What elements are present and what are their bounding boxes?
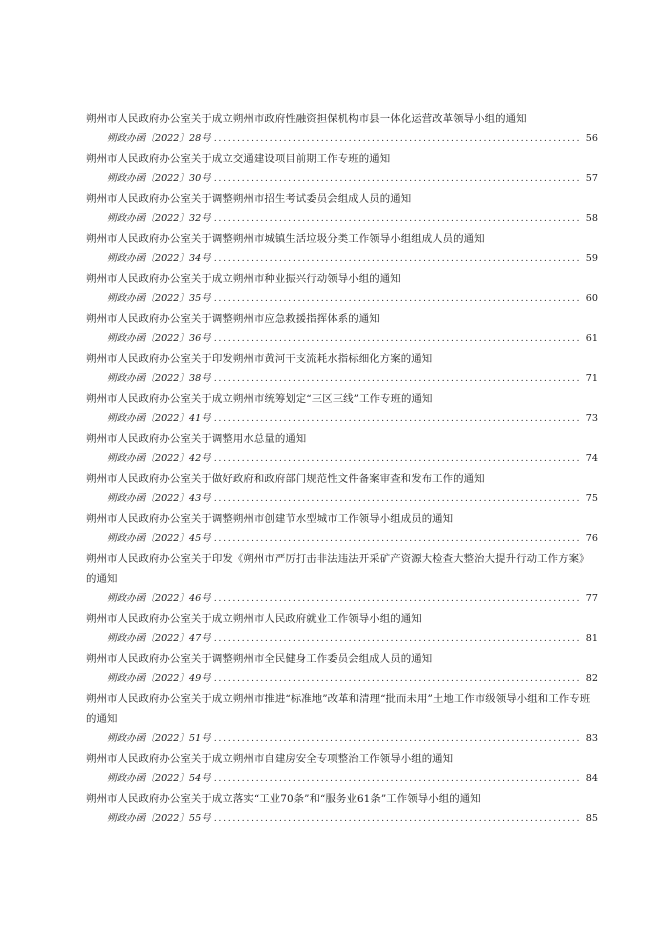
toc-entry-title: 朔州市人民政府办公室关于调整朔州市创建节水型城市工作领导小组成员的通知 [86,513,454,525]
dot-leader [214,589,581,609]
dot-leader [214,249,581,269]
toc-entry-docrow [86,289,598,309]
toc-entry-docrow [86,209,598,229]
toc-entry-title: 朔州市人民政府办公室关于成立朔州市自建房安全专项整治工作领导小组的通知 [86,753,454,765]
toc-entry-page-number: 83 [585,733,598,744]
toc-entry[interactable] [86,269,598,309]
toc-entry-page-number: 73 [585,413,598,424]
toc-entry-title: 朔州市人民政府办公室关于调整朔州市全民健身工作委员会组成人员的通知 [86,653,433,665]
toc-entry-docrow [86,809,598,829]
toc-entry[interactable] [86,609,598,649]
toc-entry-page-number: 76 [585,533,598,544]
dot-leader [214,769,581,789]
toc-entry[interactable] [86,749,598,789]
toc-entry-doc-number: 朔政办函〔2022〕32号 [107,213,211,224]
toc-entry-doc-number: 朔政办函〔2022〕54号 [107,773,211,784]
toc-entry-doc-number: 朔政办函〔2022〕38号 [107,373,211,384]
toc-entry-title: 朔州市人民政府办公室关于印发《朔州市严厉打击非法违法开采矿产资源大检查大整治大提升行动工作方案》的通知 [86,553,590,585]
toc-entry-docrow [86,449,598,469]
toc-entry-title: 朔州市人民政府办公室关于成立交通建设项目前期工作专班的通知 [86,153,391,165]
toc-entry-docrow [86,769,598,789]
toc-entry-doc-number: 朔政办函〔2022〕51号 [107,733,211,744]
dot-leader [214,449,581,469]
toc-entry[interactable] [86,509,598,549]
toc-entry-title: 朔州市人民政府办公室关于成立朔州市种业振兴行动领导小组的通知 [86,273,401,285]
toc-entry-doc-number: 朔政办函〔2022〕34号 [107,253,211,264]
toc-entry-page-number: 61 [585,333,598,344]
dot-leader [214,329,581,349]
toc-entry-docrow [86,169,598,189]
dot-leader [214,409,581,429]
toc-entry-docrow [86,729,598,749]
dot-leader [214,129,581,149]
toc-entry-doc-number: 朔政办函〔2022〕36号 [107,333,211,344]
dot-leader [214,169,581,189]
toc-entry[interactable] [86,309,598,349]
toc-entry-title: 朔州市人民政府办公室关于成立落实“工业70条”和“服务业61条”工作领导小组的通知 [86,793,481,805]
toc-entry[interactable] [86,649,598,689]
toc-entry-page-number: 74 [585,453,598,464]
toc-entry[interactable] [86,429,598,469]
toc-entry-docrow [86,489,598,509]
toc-entry-page-number: 84 [585,773,598,784]
toc-entry-doc-number: 朔政办函〔2022〕28号 [107,133,211,144]
table-of-contents [86,109,598,829]
toc-entry-doc-number: 朔政办函〔2022〕30号 [107,173,211,184]
toc-entry[interactable] [86,349,598,389]
dot-leader [214,529,581,549]
toc-entry-doc-number: 朔政办函〔2022〕41号 [107,413,211,424]
toc-entry[interactable] [86,149,598,189]
toc-entry-doc-number: 朔政办函〔2022〕55号 [107,813,211,824]
toc-entry-page-number: 58 [585,213,598,224]
toc-entry-page-number: 75 [585,493,598,504]
toc-entry-page-number: 56 [585,133,598,144]
toc-entry-page-number: 82 [585,673,598,684]
dot-leader [214,289,581,309]
toc-entry-docrow [86,129,598,149]
toc-entry-docrow [86,249,598,269]
toc-entry-page-number: 59 [585,253,598,264]
toc-entry-docrow [86,589,598,609]
toc-entry-doc-number: 朔政办函〔2022〕43号 [107,493,211,504]
toc-entry[interactable] [86,229,598,269]
toc-entry[interactable] [86,789,598,829]
toc-entry-title: 朔州市人民政府办公室关于成立朔州市政府性融资担保机构市县一体化运营改革领导小组的通知 [86,113,527,125]
toc-entry-title: 朔州市人民政府办公室关于调整朔州市招生考试委员会组成人员的通知 [86,193,412,205]
toc-entry[interactable] [86,469,598,509]
toc-entry-title: 朔州市人民政府办公室关于调整朔州市城镇生活垃圾分类工作领导小组组成人员的通知 [86,233,485,245]
toc-entry-page-number: 60 [585,293,598,304]
toc-entry-docrow [86,629,598,649]
dot-leader [214,209,581,229]
toc-entry-doc-number: 朔政办函〔2022〕49号 [107,673,211,684]
toc-entry[interactable] [86,689,598,749]
toc-entry-doc-number: 朔政办函〔2022〕45号 [107,533,211,544]
toc-entry-docrow [86,409,598,429]
toc-entry-docrow [86,329,598,349]
toc-entry-page-number: 81 [585,633,598,644]
toc-entry-title: 朔州市人民政府办公室关于印发朔州市黄河干支流耗水指标细化方案的通知 [86,353,433,365]
toc-entry-docrow [86,669,598,689]
toc-entry-title: 朔州市人民政府办公室关于做好政府和政府部门规范性文件备案审查和发布工作的通知 [86,473,485,485]
dot-leader [214,669,581,689]
toc-entry-page-number: 85 [585,813,598,824]
toc-entry-docrow [86,369,598,389]
dot-leader [214,489,581,509]
toc-entry[interactable] [86,549,598,609]
toc-entry-page-number: 57 [585,173,598,184]
toc-entry-page-number: 71 [585,373,598,384]
toc-entry-doc-number: 朔政办函〔2022〕42号 [107,453,211,464]
toc-entry[interactable] [86,189,598,229]
toc-entry-title: 朔州市人民政府办公室关于成立朔州市统筹划定“三区三线”工作专班的通知 [86,393,433,405]
toc-entry-title: 朔州市人民政府办公室关于成立朔州市人民政府就业工作领导小组的通知 [86,613,422,625]
toc-entry-docrow [86,529,598,549]
toc-entry-title: 朔州市人民政府办公室关于调整用水总量的通知 [86,433,307,445]
toc-entry-title: 朔州市人民政府办公室关于调整朔州市应急救援指挥体系的通知 [86,313,380,325]
dot-leader [214,809,581,829]
dot-leader [214,369,581,389]
toc-entry-title: 朔州市人民政府办公室关于成立朔州市推进“标准地”改革和清理“批而未用”土地工作市级领导小组和工作专班的通知 [86,693,591,725]
toc-entry-page-number: 77 [585,593,598,604]
toc-entry[interactable] [86,109,598,149]
toc-entry-doc-number: 朔政办函〔2022〕47号 [107,633,211,644]
toc-entry[interactable] [86,389,598,429]
toc-entry-doc-number: 朔政办函〔2022〕35号 [107,293,211,304]
toc-entry-doc-number: 朔政办函〔2022〕46号 [107,593,211,604]
dot-leader [214,729,581,749]
dot-leader [214,629,581,649]
